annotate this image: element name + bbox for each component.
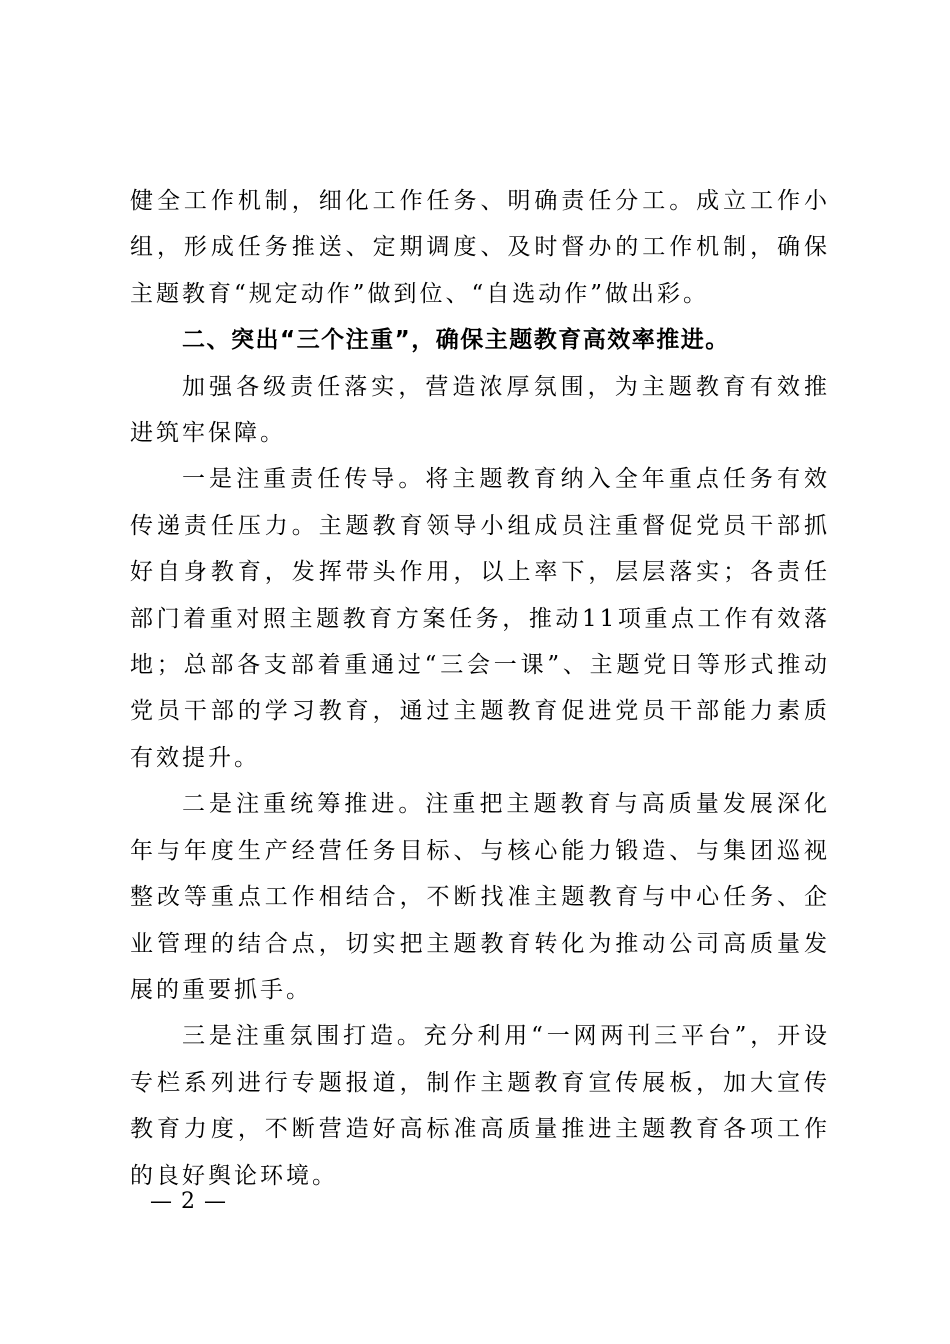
paragraph-continuation: 健全工作机制，细化工作任务、明确责任分工。成立工作小组，形成任务推送、定期调度、及时督办的工作机制，确保主题教育“规定动作”做到位、“自选动作”做出彩。: [130, 188, 830, 307]
page-number: — 2 —: [150, 1189, 227, 1214]
paragraph-coordination: 二是注重统筹推进。注重把主题教育与高质量发展深化年与年度生产经营任务目标、与核心能力锻造、与集团巡视整改等重点工作相结合，不断找准主题教育与中心任务、企业管理的结合点，切实把主题教育转化为推动公司高质量发展的重要抓手。: [130, 791, 830, 1003]
paragraph-responsibility: 一是注重责任传导。将主题教育纳入全年重点任务有效传递责任压力。主题教育领导小组成员注重督促党员干部抓好自身教育，发挥带头作用，以上率下，层层落实；各责任部门着重对照主题教育方案任务，推动11项重点工作有效落地；总部各支部着重通过“三会一课”、主题党日等形式推动党员干部的学习教育，通过主题教育促进党员干部能力素质有效提升。: [130, 466, 830, 771]
document-body: [130, 178, 830, 1199]
paragraph-atmosphere: 三是注重氛围打造。充分利用“一网两刊三平台”，开设专栏系列进行专题报道，制作主题教育宣传展板，加大宣传教育力度，不断营造好高标准高质量推进主题教育各项工作的良好舆论环境。: [130, 1023, 830, 1189]
paragraph-intro: 加强各级责任落实，营造浓厚氛围，为主题教育有效推进筑牢保障。: [130, 373, 830, 447]
section-heading: 二、突出“三个注重”，确保主题教育高效率推进。: [182, 327, 730, 354]
